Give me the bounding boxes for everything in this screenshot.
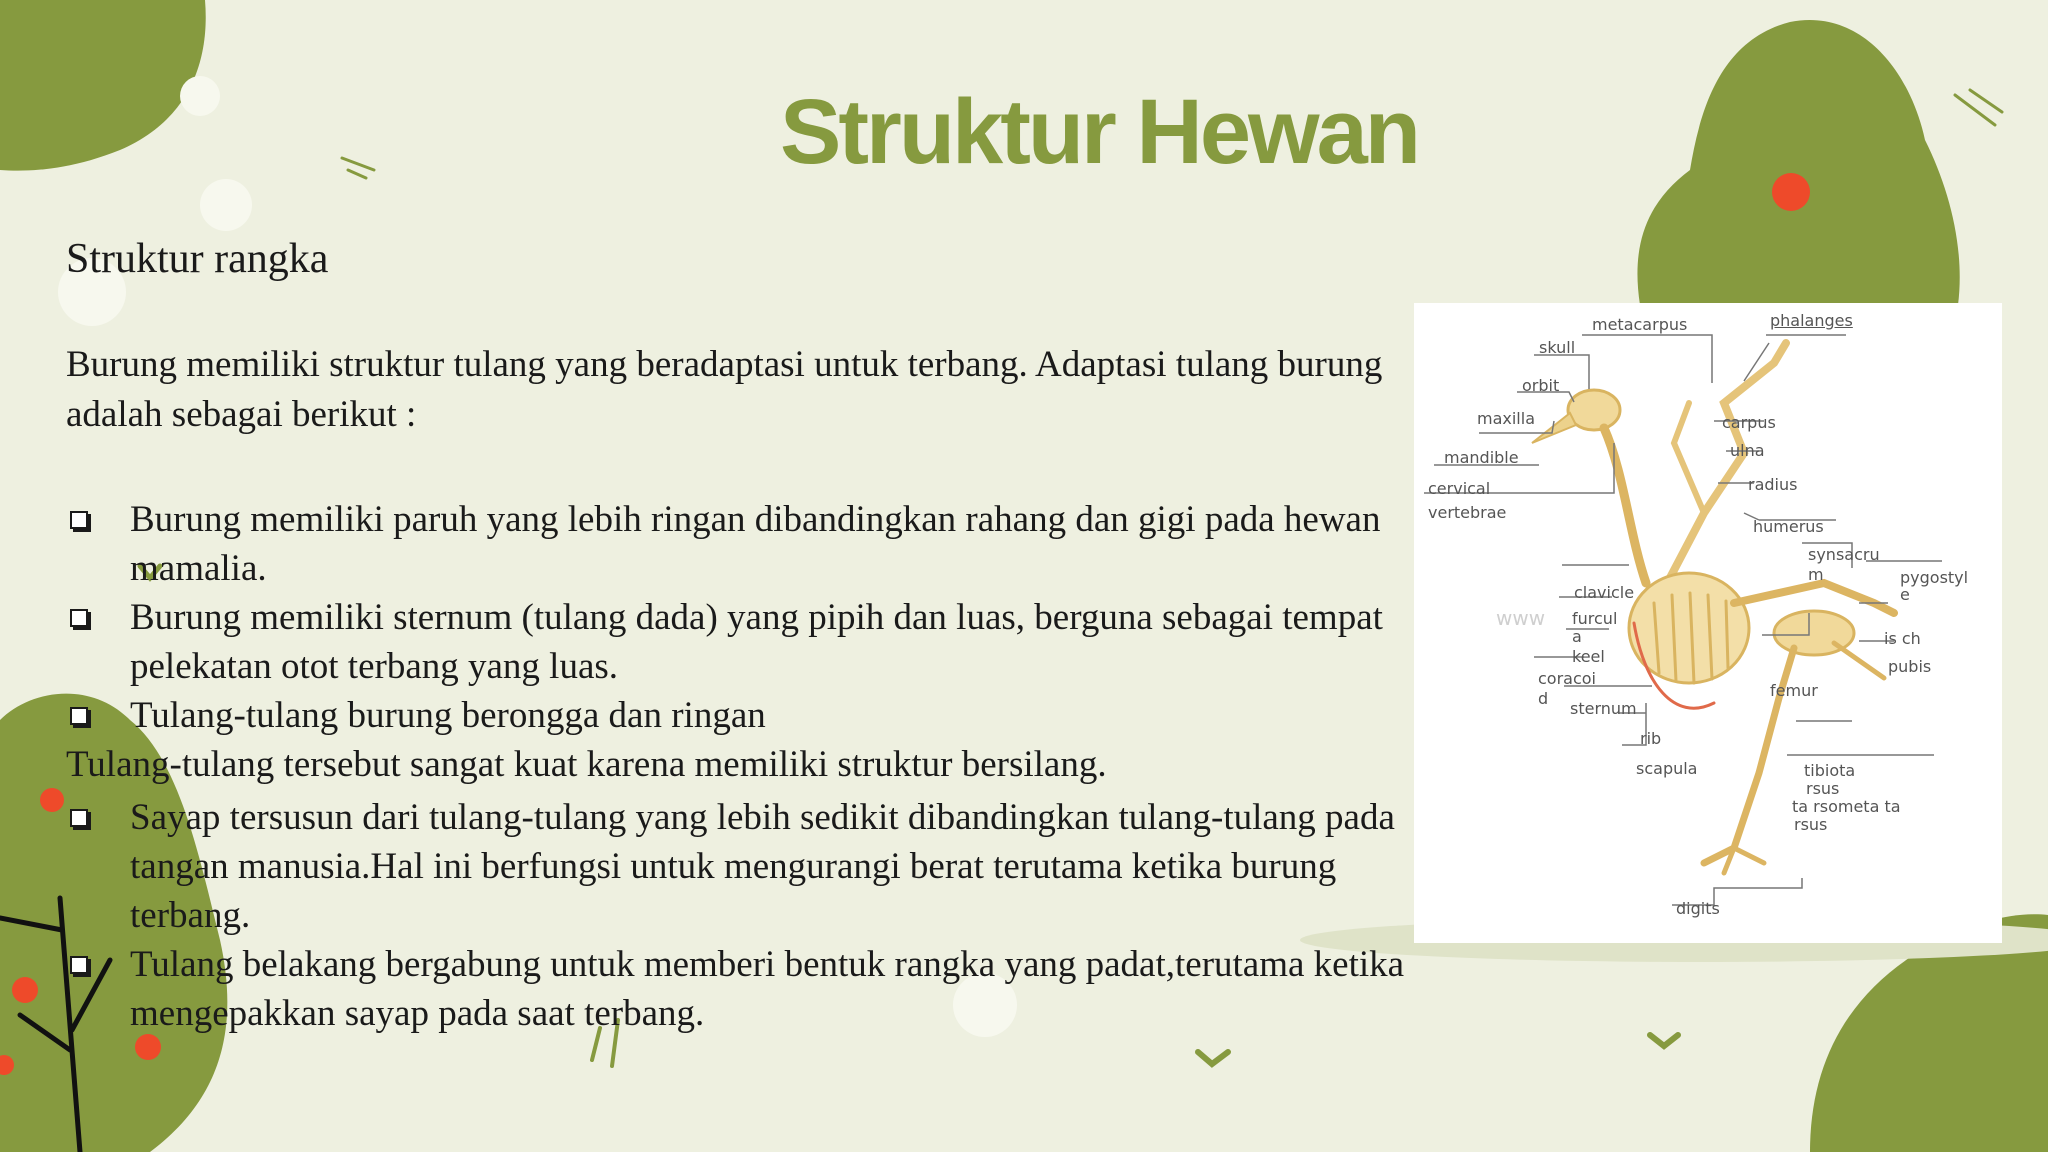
label-carpus: carpus — [1722, 413, 1776, 432]
list-item-text: Tulang belakang bergabung untuk memberi bentuk rangka yang padat,terutama ketika mengepakkan sayap pada saat terbang. — [130, 944, 1405, 1034]
red-berry — [40, 788, 64, 812]
label-sternum: sternum — [1570, 699, 1637, 718]
label-furcula-cont: a — [1572, 627, 1582, 646]
label-ulna: ulna — [1730, 441, 1765, 460]
list-item — [66, 940, 1406, 1038]
label-vertebrae: vertebrae — [1428, 503, 1507, 522]
list-item — [66, 495, 1406, 593]
label-clavicle: clavicle — [1574, 583, 1635, 602]
label-furcula: furcul — [1572, 609, 1618, 628]
list-item — [66, 793, 1406, 940]
checkbox-bullet-icon — [70, 707, 88, 725]
wing-shape — [1674, 403, 1704, 513]
beak-shape — [1532, 413, 1576, 443]
list-item — [66, 691, 1406, 740]
label-humerus: humerus — [1753, 517, 1824, 536]
checkbox-bullet-icon — [70, 609, 88, 627]
list-item-text: Tulang-tulang burung berongga dan ringan — [130, 695, 766, 736]
leaf-mark — [1198, 1052, 1228, 1064]
label-rib: rib — [1640, 729, 1662, 748]
note-text: Tulang-tulang tersebut sangat kuat karena memiliki struktur bersilang. — [66, 744, 1107, 785]
label-ischium: is ch — [1884, 629, 1921, 648]
label-radius: radius — [1748, 475, 1798, 494]
neck-shape — [1604, 428, 1646, 583]
label-keel: keel — [1572, 647, 1605, 666]
label-tarsometatarsus-cont: rsus — [1794, 815, 1828, 834]
leg-shape — [1724, 848, 1764, 873]
label-synsacrum: synsacru — [1808, 545, 1880, 564]
checkbox-bullet-icon — [70, 956, 88, 974]
list-item — [66, 593, 1406, 691]
label-cervical: cervical — [1428, 479, 1491, 498]
label-phalanges: phalanges — [1770, 311, 1853, 330]
list-item-text: Burung memiliki paruh yang lebih ringan dibandingkan rahang dan gigi pada hewan mamalia. — [130, 499, 1381, 589]
label-maxilla: maxilla — [1477, 409, 1535, 428]
label-tibiotarsus: tibiota — [1804, 761, 1856, 780]
backbone-shape — [1734, 583, 1894, 613]
label-tarsometatarsus: ta rsometa ta — [1792, 797, 1901, 816]
label-coracoid: coracoi — [1538, 669, 1596, 688]
intro-paragraph: Burung memiliki struktur tulang yang beradaptasi untuk terbang. Adaptasi tulang burung adalah sebagai berikut : — [66, 344, 1383, 435]
light-circle — [200, 179, 252, 231]
label-coracoid-cont: d — [1538, 689, 1549, 708]
checkbox-bullet-icon — [70, 809, 88, 827]
leaf-mark — [1650, 1035, 1678, 1046]
label-pygostyle: pygostyl — [1900, 568, 1969, 587]
label-metacarpus: metacarpus — [1592, 315, 1688, 334]
label-scapula: scapula — [1636, 759, 1698, 778]
label-pubis: pubis — [1888, 657, 1932, 676]
pubis-shape — [1834, 643, 1884, 678]
list-item-text: Sayap tersusun dari tulang-tulang yang lebih sedikit dibandingkan tulang-tulang pada tangan manusia.Hal ini berfungsi untuk mengurangi berat terutama ketika burung terbang. — [130, 797, 1395, 936]
section-subtitle: Struktur rangka — [66, 236, 329, 282]
list-item-text: Burung memiliki sternum (tulang dada) yang pipih dan luas, berguna sebagai tempat pelekatan otot terbang yang luas. — [130, 597, 1383, 687]
label-digits: digits — [1676, 899, 1720, 918]
label-pygostyle-cont: e — [1900, 585, 1910, 604]
wing-shape — [1662, 343, 1786, 593]
label-skull: skull — [1539, 338, 1576, 357]
red-berry — [12, 977, 38, 1003]
checkbox-bullet-icon — [70, 511, 88, 529]
label-femur: femur — [1770, 681, 1818, 700]
watermark-text: www — [1496, 606, 1546, 630]
label-orbit: orbit — [1522, 376, 1560, 395]
label-synsacrum-cont: m — [1808, 565, 1824, 584]
label-tibiotarsus-cont: rsus — [1806, 779, 1840, 798]
label-mandible: mandible — [1444, 448, 1519, 467]
skeleton-illustration — [1414, 303, 2002, 943]
adaptation-list — [66, 495, 1406, 1038]
bird-skeleton-diagram — [1414, 303, 2002, 943]
slide-title: Struktur Hewan — [780, 81, 1418, 183]
